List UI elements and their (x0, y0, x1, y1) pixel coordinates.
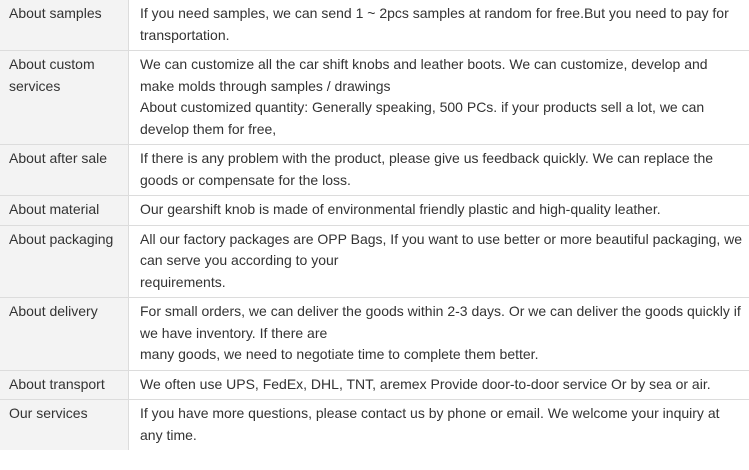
table-row (0, 400, 749, 451)
answer-line: If you have more questions, please contact us by phone or email. We welcome your inquiry at any time. (140, 405, 720, 443)
row-label-our-services: Our services (0, 400, 129, 451)
row-answer-packaging (129, 225, 749, 298)
row-answer-transport (129, 370, 749, 400)
row-label-material: About material (0, 196, 129, 226)
row-answer-delivery (129, 298, 749, 371)
row-answer-our-services (129, 400, 749, 451)
row-label-after-sale: About after sale (0, 145, 129, 196)
row-answer-material (129, 196, 749, 226)
answer-line: About customized quantity: Generally speaking, 500 PCs. if your products sell a lot, we can develop them for free, (140, 99, 705, 137)
table-row (0, 0, 749, 51)
table-row (0, 225, 749, 298)
row-label-delivery: About delivery (0, 298, 129, 371)
answer-line: For small orders, we can deliver the goods within 2-3 days. Or we can deliver the goods quickly if we have inventory. If there are (140, 303, 741, 341)
answer-line: All our factory packages are OPP Bags, If you want to use better or more beautiful packaging, we can serve you according to your (140, 230, 743, 268)
table-row (0, 145, 749, 196)
answer-line: We can customize all the car shift knobs and leather boots. We can customize, develop and make molds through samples / drawings (140, 56, 708, 94)
table-row (0, 196, 749, 226)
answer-line: If there is any problem with the product, please give us feedback quickly. We can replace the goods or compensate for the loss. (140, 150, 714, 188)
answer-line: Our gearshift knob is made of environmental friendly plastic and high-quality leather. (140, 201, 661, 217)
row-label-custom-services: About custom services (0, 51, 129, 145)
row-answer-after-sale (129, 145, 749, 196)
table-row (0, 370, 749, 400)
answer-line: We often use UPS, FedEx, DHL, TNT, aremex Provide door-to-door service Or by sea or air. (140, 375, 711, 392)
answer-line: many goods, we need to negotiate time to complete them better. (140, 346, 539, 362)
row-answer-samples (129, 0, 749, 51)
row-label-packaging: About packaging (0, 225, 129, 298)
row-label-transport: About transport (0, 370, 129, 400)
row-answer-custom-services (129, 51, 749, 145)
table-row (0, 298, 749, 371)
answer-line: If you need samples, we can send 1 ~ 2pcs samples at random for free.But you need to pay for transportation. (140, 5, 729, 43)
table-row (0, 51, 749, 145)
row-label-samples: About samples (0, 0, 129, 51)
answer-line: requirements. (140, 273, 226, 290)
